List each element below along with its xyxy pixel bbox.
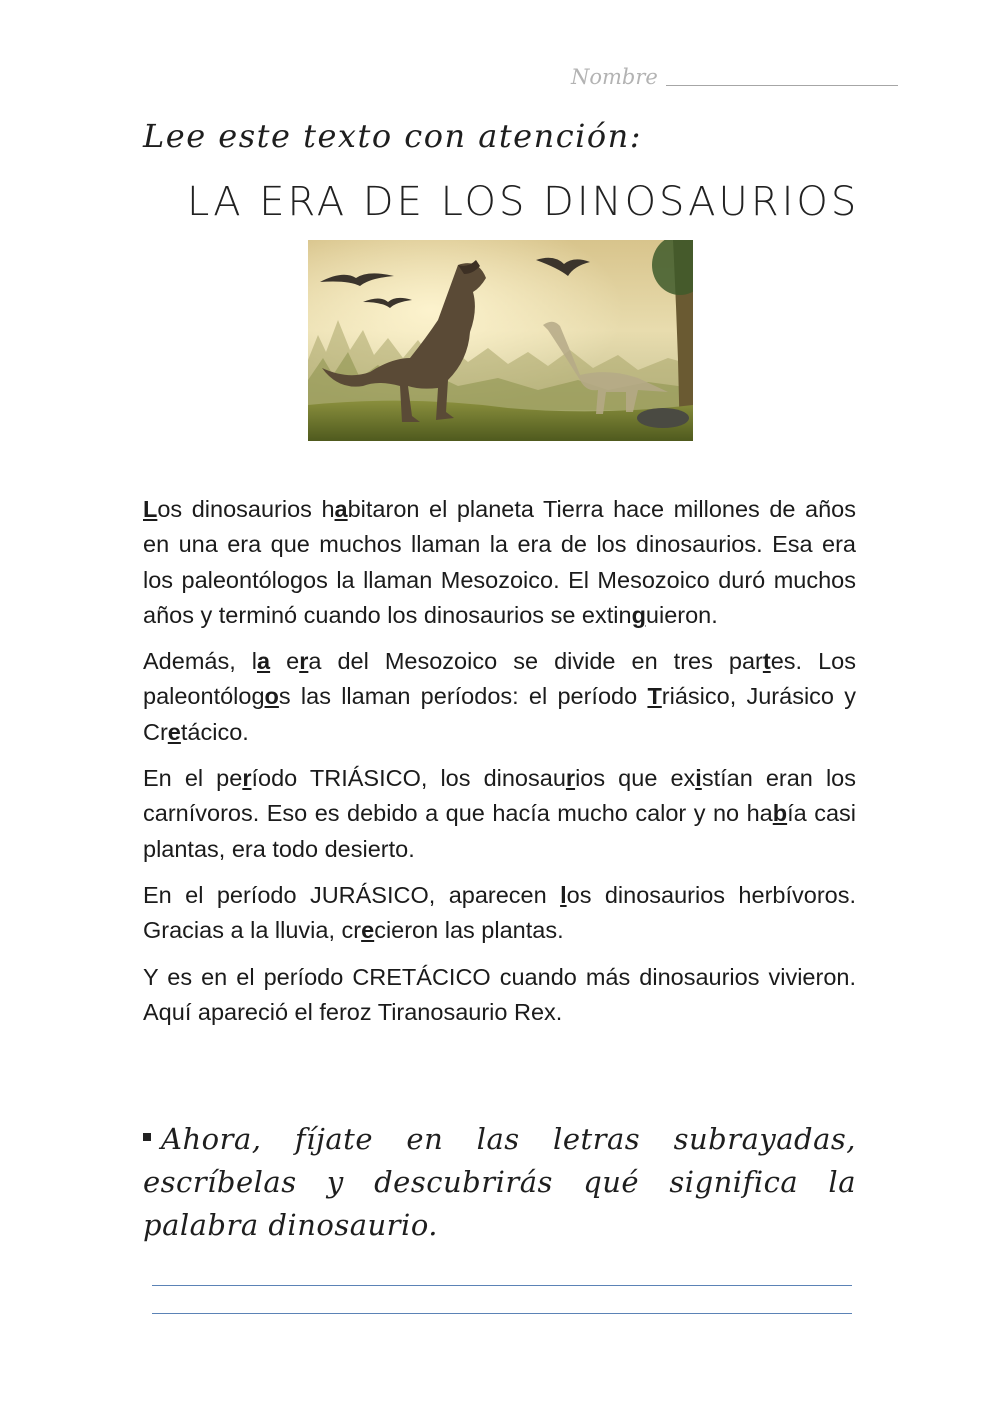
answer-line-2[interactable] (152, 1299, 852, 1314)
text-run: En el período JURÁSICO, aparecen (143, 881, 561, 908)
text-run: riásico, Jurásico y Cr (143, 683, 857, 745)
text-run: ios que ex (575, 765, 696, 792)
underlined-letter: e (361, 917, 375, 944)
text-run: cieron las plantas. (374, 917, 564, 944)
name-label: Nombre (571, 65, 658, 89)
underlined-letter: i (695, 765, 702, 792)
text-run: bitaron el planeta Tierra hace millones de años en una era que muchos llaman la era de los dinosaurios. Esa era los paleontólogos la llaman Mesozoico. El Mesozoico duró muchos años y terminó cuando los dinosaurios se extin (143, 496, 856, 628)
underlined-letter: g (631, 601, 646, 628)
task-instruction (143, 1118, 856, 1247)
underlined-letter: t (762, 648, 771, 675)
page-title: LA ERA DE LOS DINOSAURIOS (187, 179, 860, 225)
text-run: uieron. (645, 601, 718, 628)
underlined-letter: a (257, 648, 271, 675)
text-run: stían eran los carnívoros. Eso es debido a que hacía mucho calor y no ha (143, 765, 856, 827)
bullet-icon (143, 1133, 151, 1141)
text-run: ía casi plantas, era todo desierto. (143, 800, 856, 862)
paragraph-3 (143, 761, 856, 867)
underlined-letter: b (772, 800, 788, 827)
underlined-letter: r (242, 765, 252, 792)
text-run: a del Mesozoico se divide en tres par (308, 648, 763, 675)
dinosaur-scene-image (308, 240, 693, 441)
text-run: e (270, 648, 300, 675)
text-run: os dinosaurios h (157, 496, 335, 522)
underlined-letter: e (167, 718, 181, 745)
dinosaur-scene-icon (308, 240, 693, 441)
paragraph-1 (143, 492, 856, 633)
underlined-letter: l (560, 881, 567, 908)
name-row (571, 56, 861, 90)
text-run: es. Los paleontólog (143, 648, 856, 710)
underlined-letter: a (334, 496, 348, 522)
underlined-letter: r (299, 648, 309, 675)
underlined-letter: r (565, 765, 576, 792)
text-run: os dinosaurios herbívoros. Gracias a la lluvia, cr (143, 881, 856, 944)
paragraph-5 (143, 960, 856, 1031)
paragraph-2 (143, 644, 856, 750)
underlined-letter: T (647, 683, 662, 710)
underlined-letter: o (264, 683, 279, 710)
underlined-letter: L (143, 496, 158, 522)
text-run: Además, l (143, 648, 257, 675)
text-run: Y es en el período CRETÁCICO cuando más dinosaurios vivieron. Aquí apareció el feroz Tiranosaurio Rex. (143, 963, 856, 1025)
text-run: s las llaman períodos: el período (278, 683, 648, 710)
text-run: tácico. (180, 718, 249, 745)
answer-line-1[interactable] (152, 1271, 852, 1286)
text-run: íodo TRIÁSICO, los dinosau (251, 765, 566, 792)
instruction-text: Lee este texto con atención: (143, 117, 643, 155)
reading-text (143, 492, 856, 1041)
text-run: En el pe (143, 765, 243, 792)
name-field[interactable] (666, 85, 898, 86)
paragraph-4 (143, 878, 856, 949)
task-text: Ahora, fíjate en las letras subrayadas, escríbelas y descubrirás qué significa la palabra dinosaurio. (143, 1122, 856, 1242)
